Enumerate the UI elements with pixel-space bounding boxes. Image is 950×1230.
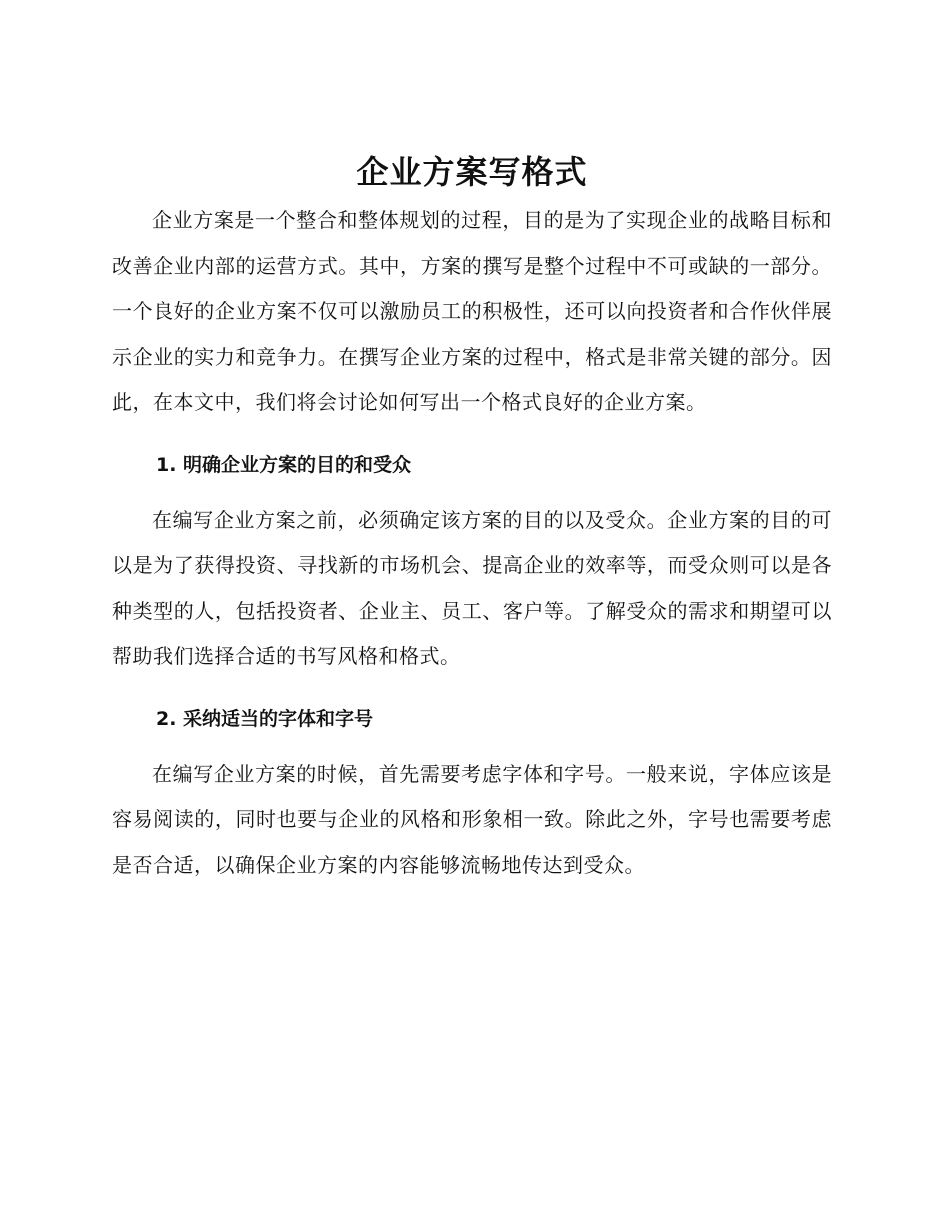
document-title: 企业方案写格式 (356, 153, 588, 191)
section-heading-2: 2. 采纳适当的字体和字号 (156, 707, 374, 730)
section-heading-1: 1. 明确企业方案的目的和受众 (156, 453, 412, 476)
document-page (112, 150, 832, 888)
intro-paragraph: 企业方案是一个整合和整体规划的过程，目的是为了实现企业的战略目标和改善企业内部的运营方式。其中，方案的撰写是整个过程中不可或缺的一部分。一个良好的企业方案不仅可以激励员工的积极性，还可以向投资者和合作伙伴展示企业的实力和竞争力。在撰写企业方案的过程中，格式是非常关键的部分。因此，在本文中，我们将会讨论如何写出一个格式良好的企业方案。 (112, 208, 832, 414)
section-body-1: 在编写企业方案之前，必须确定该方案的目的以及受众。企业方案的目的可以是为了获得投资、寻找新的市场机会、提高企业的效率等，而受众则可以是各种类型的人，包括投资者、企业主、员工、客户等。了解受众的需求和期望可以帮助我们选择合适的书写风格和格式。 (112, 507, 832, 668)
section-body-2: 在编写企业方案的时候，首先需要考虑字体和字号。一般来说，字体应该是容易阅读的，同时也要与企业的风格和形象相一致。除此之外，字号也需要考虑是否合适，以确保企业方案的内容能够流畅地传达到受众。 (112, 761, 832, 877)
